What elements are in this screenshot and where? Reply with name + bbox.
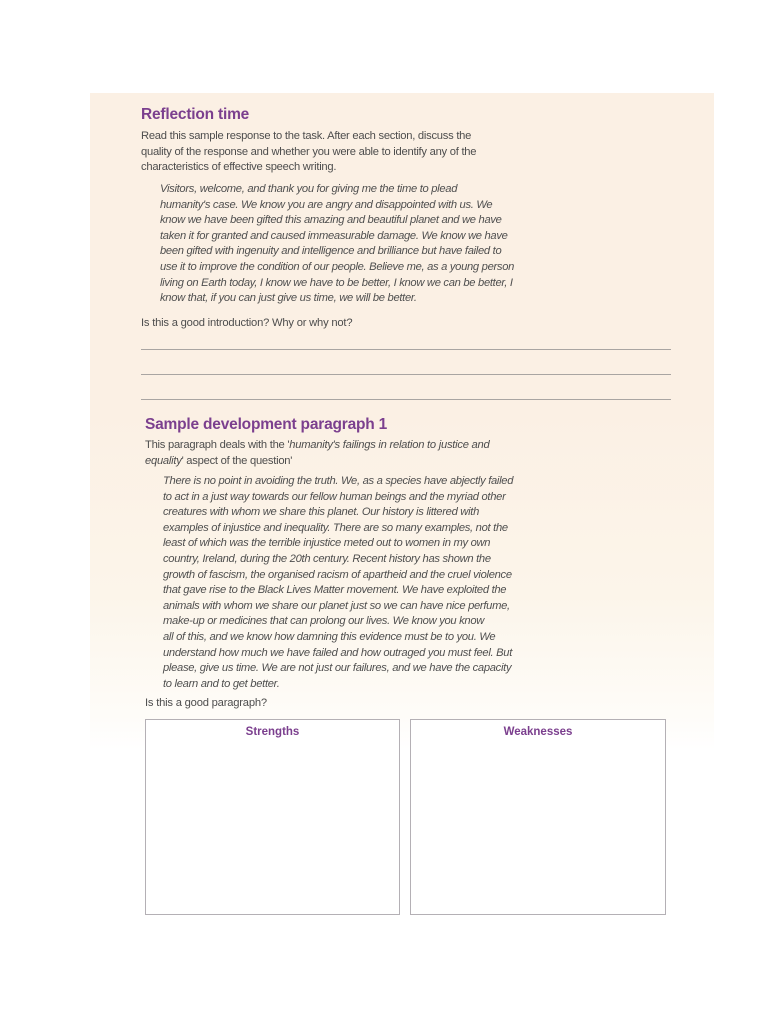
quote-line: There is no point in avoiding the truth. We, as a species have abjectly failed <box>163 475 514 487</box>
quote-line: make-up or medicines that can prolong our lives. We know you know <box>163 615 485 628</box>
quote-line: all of this, and we know how damning this evidence must be to you. We <box>163 630 496 643</box>
development-instructions <box>145 438 489 469</box>
lead-text: This paragraph deals with the ' <box>145 439 290 451</box>
answer-line[interactable] <box>141 374 671 375</box>
introduction-sample-quote <box>160 182 514 307</box>
quote-line: humanity's case. We know you are angry and disappointed with us. We <box>160 198 493 211</box>
quote-line: country, Ireland, during the 20th century. Recent history has shown the <box>163 552 491 565</box>
quote-line: creatures with whom we share this planet. Our history is littered with <box>163 506 480 519</box>
answer-line[interactable] <box>141 399 671 400</box>
quote-line: examples of injustice and inequality. There are so many examples, not the <box>163 521 508 534</box>
development-heading: Sample development paragraph 1 <box>145 416 388 433</box>
quote-line: to act in a just way towards our fellow human beings and the myriad other <box>163 490 506 503</box>
quote-line: please, give us time. We are not just our failures, and we have the capacity <box>163 662 512 675</box>
strengths-title: Strengths <box>245 726 300 738</box>
quote-line: animals with whom we share our planet just so we can have nice perfume, <box>163 599 510 612</box>
development-sample-quote <box>163 474 513 692</box>
lead-line: quality of the response and whether you were able to identify any of the <box>141 145 477 158</box>
lead-line: Read this sample response to the task. After each section, discuss the <box>141 130 472 142</box>
quote-line: use it to improve the condition of our people. Believe me, as a young person <box>160 260 515 273</box>
weaknesses-box[interactable] <box>410 719 666 915</box>
quote-line: living on Earth today, I know we have to be better, I know we can be better, I <box>160 276 513 289</box>
lead-italic-text: humanity's failings in relation to justice and <box>289 439 490 451</box>
quote-line: Visitors, welcome, and thank you for giving me the time to plead <box>160 183 458 195</box>
quote-line: understand how much we have failed and how outraged you must feel. But <box>163 646 513 659</box>
quote-line: know we have been gifted this amazing and beautiful planet and we have <box>160 214 502 227</box>
quote-line: growth of fascism, the organised racism of apartheid and the cruel violence <box>163 568 512 581</box>
introduction-question: Is this a good introduction? Why or why not? <box>141 317 353 329</box>
quote-line: know that, if you can just give us time, we will be better. <box>160 292 417 305</box>
lead-line <box>145 454 489 470</box>
quote-line: to learn and to get better. <box>163 677 280 690</box>
quote-line: been gifted with ingenuity and intelligence and brilliance but have failed to <box>160 245 502 258</box>
paragraph-question: Is this a good paragraph? <box>145 697 267 709</box>
strengths-box[interactable] <box>145 719 400 915</box>
lead-italic-text: equality <box>145 454 182 467</box>
weaknesses-title: Weaknesses <box>503 726 573 738</box>
answer-line[interactable] <box>141 349 671 350</box>
lead-text: ' aspect of the question' <box>181 454 293 467</box>
reflection-instructions <box>141 129 476 176</box>
reflection-heading: Reflection time <box>141 106 250 123</box>
quote-line: least of which was the terrible injustice meted out to women in my own <box>163 537 491 550</box>
lead-line <box>145 438 489 454</box>
lead-line: characteristics of effective speech writing. <box>141 161 337 174</box>
quote-line: that gave rise to the Black Lives Matter movement. We have exploited the <box>163 584 507 597</box>
quote-line: taken it for granted and caused immeasurable damage. We know we have <box>160 229 508 242</box>
